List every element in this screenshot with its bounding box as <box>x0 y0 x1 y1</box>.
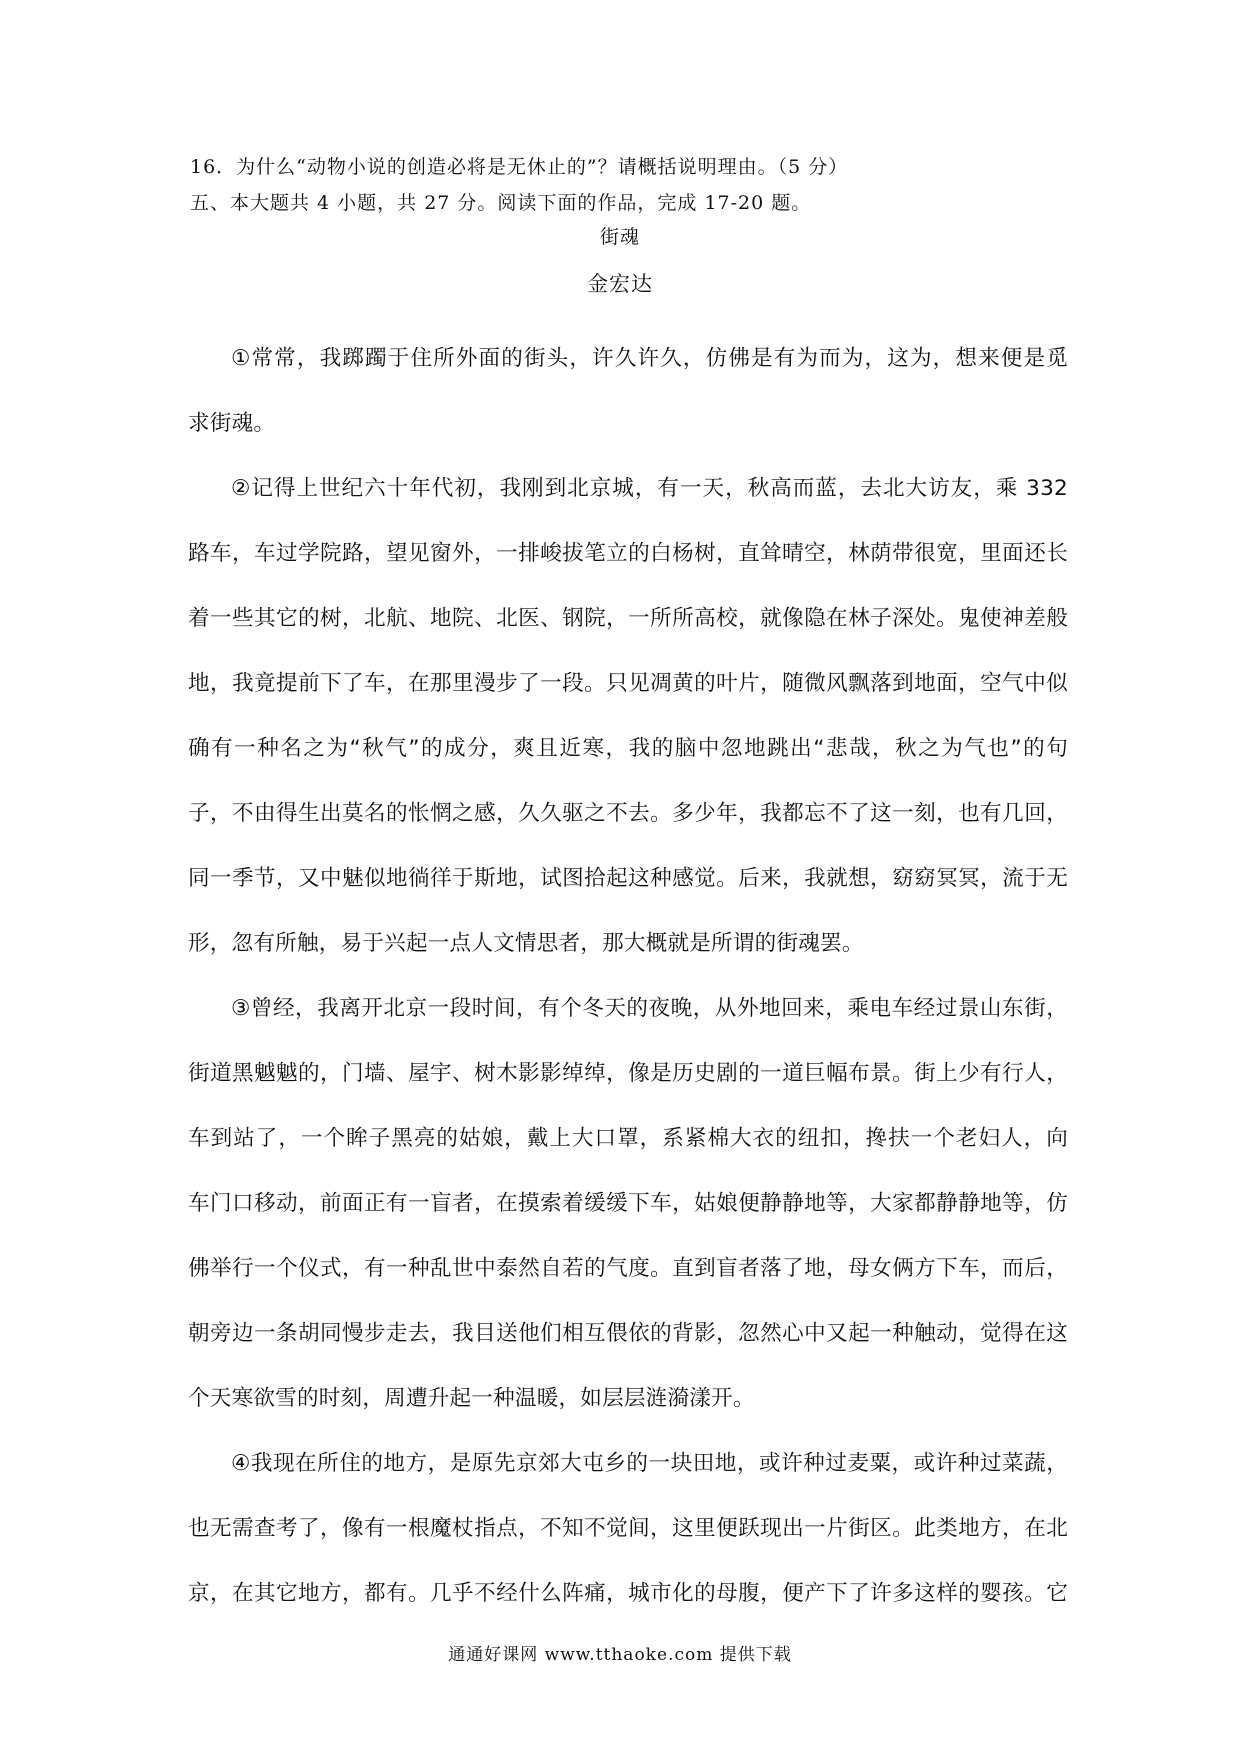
paragraph-line: 同一季节，又中魅似地徜徉于斯地，试图拾起这种感觉。后来，我就想，窈窈冥冥，流于无 <box>188 866 1068 891</box>
paragraph-line: ②记得上世纪六十年代初，我刚到北京城，有一天，秋高而蓝，去北大访友，乘 332 <box>231 476 1068 501</box>
paragraph <box>188 976 1068 1431</box>
paragraph-line: ③曾经，我离开北京一段时间，有个冬天的夜晚，从外地回来，乘电车经过景山东街， <box>231 996 1068 1021</box>
paragraph-line: 确有一种名之为“秋气”的成分，爽且近寒，我的脑中忽地跳出“悲哉，秋之为气也”的句 <box>188 736 1068 761</box>
article-title: 街魂 <box>599 226 640 248</box>
paragraph-line: 佛举行一个仪式，有一种乱世中泰然自若的气度。直到盲者落了地，母女俩方下车，而后， <box>188 1256 1068 1281</box>
article-body <box>188 326 1068 1626</box>
paragraph-line: 个天寒欲雪的时刻，周遭升起一种温暖，如层层涟漪漾开。 <box>188 1386 755 1411</box>
paragraph-line: 京，在其它地方，都有。几乎不经什么阵痛，城市化的母腹，便产下了许多这样的婴孩。它 <box>188 1581 1068 1606</box>
paragraph-line: 车到站了，一个眸子黑亮的姑娘，戴上大口罩，系紧棉大衣的纽扣，搀扶一个老妇人，向 <box>188 1126 1068 1151</box>
paragraph-line: 也无需查考了，像有一根魔杖指点，不知不觉间，这里便跃现出一片街区。此类地方，在北 <box>188 1516 1068 1541</box>
article-author: 金宏达 <box>587 272 653 296</box>
paragraph-line: 朝旁边一条胡同慢步走去，我目送他们相互偎依的背影，忽然心中又起一种触动，觉得在这 <box>188 1321 1068 1346</box>
paragraph-line: ④我现在所住的地方，是原先京郊大屯乡的一块田地，或许种过麦粟，或许种过菜蔬， <box>231 1451 1068 1476</box>
paragraph <box>188 456 1068 976</box>
paragraph-line: 求街魂。 <box>188 411 276 436</box>
page-footer: 通通好课网 www.tthaoke.com 提供下载 <box>448 1645 792 1665</box>
paragraph <box>188 1431 1068 1626</box>
section-header: 五、本大题共 4 小题，共 27 分。阅读下面的作品，完成 17-20 题。 <box>190 192 812 214</box>
paragraph-line: 子，不由得生出莫名的怅惘之感，久久驱之不去。多少年，我都忘不了这一刻，也有几回， <box>188 801 1068 826</box>
paragraph-line: ①常常，我踯躅于住所外面的街头，许久许久，仿佛是有为而为，这为，想来便是觅 <box>231 346 1068 371</box>
paragraph <box>188 326 1068 456</box>
paragraph-line: 地，我竟提前下了车，在那里漫步了一段。只见凋黄的叶片，随微风飘落到地面，空气中似 <box>188 671 1068 696</box>
paragraph-line: 街道黑魆魆的，门墙、屋宇、树木影影绰绰，像是历史剧的一道巨幅布景。街上少有行人， <box>188 1061 1068 1086</box>
paragraph-line: 路车，车过学院路，望见窗外，一排峻拔笔立的白杨树，直耸晴空，林荫带很宽，里面还长 <box>188 541 1068 566</box>
paragraph-line: 形，忽有所触，易于兴起一点人文情思者，那大概就是所谓的街魂罢。 <box>188 931 864 956</box>
question-16: 16．为什么“动物小说的创造必将是无休止的”？请概括说明理由。（5 分） <box>190 156 849 178</box>
paragraph-line: 着一些其它的树，北航、地院、北医、钢院，一所所高校，就像隐在林子深处。鬼使神差般 <box>188 606 1068 631</box>
paragraph-line: 车门口移动，前面正有一盲者，在摸索着缓缓下车，姑娘便静静地等，大家都静静地等，仿 <box>188 1191 1068 1216</box>
